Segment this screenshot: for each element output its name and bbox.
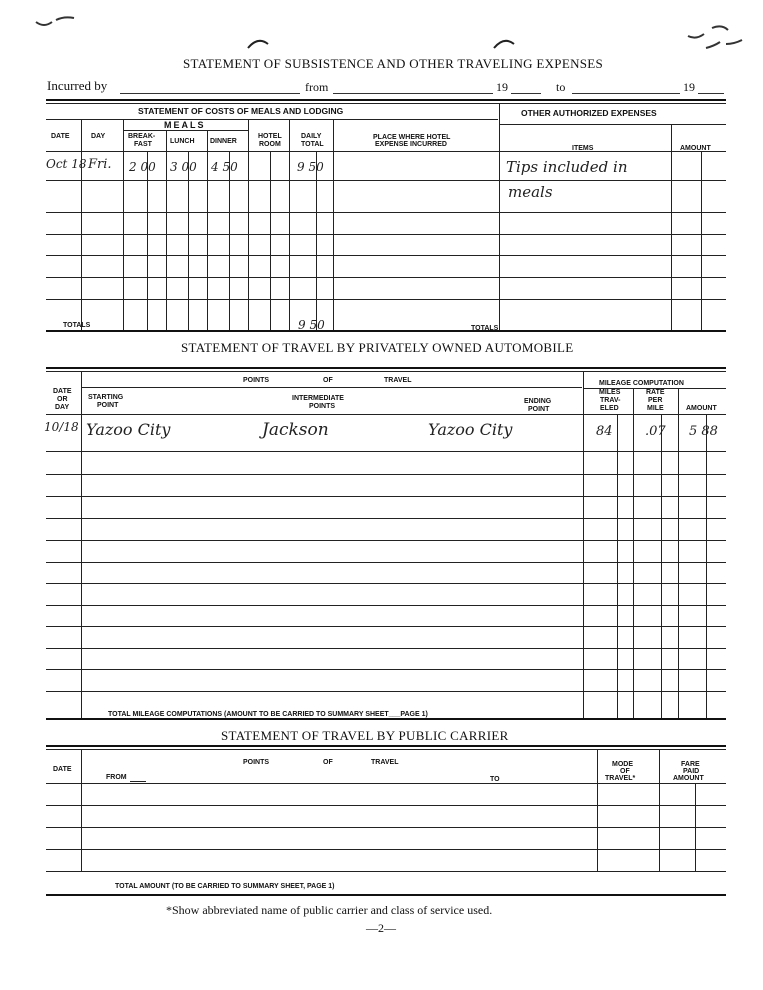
auto-col-starting-1: STARTING (88, 394, 124, 401)
col-breakfast-1: BREAK- (128, 133, 156, 140)
carrier-col-fare-2: PAID (683, 768, 700, 775)
auto-col-intermediate-2: POINTS (309, 403, 336, 410)
auto-entry-rate: .07 (645, 424, 666, 439)
auto-entry-ending: Yazoo City (428, 420, 513, 439)
meals-total-value: 9 50 (298, 318, 325, 332)
meals-section-header: STATEMENT OF COSTS OF MEALS AND LODGING (138, 106, 344, 116)
col-amount: AMOUNT (680, 145, 711, 152)
auto-points-2: OF (323, 377, 333, 384)
totals-left-label: TOTALS (63, 322, 91, 329)
carrier-points-2: OF (323, 759, 333, 766)
auto-col-amount: AMOUNT (686, 405, 717, 412)
auto-col-date-2: OR (57, 396, 68, 403)
auto-col-date-1: DATE (53, 388, 72, 395)
year1-label: 19 (496, 80, 508, 94)
col-day: DAY (91, 133, 106, 140)
col-date: DATE (51, 133, 70, 140)
col-place-1: PLACE WHERE HOTEL (373, 134, 451, 141)
auto-col-rate-1: RATE (646, 389, 665, 396)
totals-right-label: TOTALS (471, 325, 499, 332)
entry-breakfast: 2 00 (129, 160, 156, 174)
auto-entry-date: 10/18 (44, 420, 79, 434)
auto-col-miles-2: TRAV- (600, 397, 621, 404)
auto-points-1: POINTS (243, 377, 270, 384)
carrier-col-mode-3: TRAVEL* (605, 775, 636, 782)
carrier-to-label: TO (490, 776, 500, 783)
meals-col-header: MEALS (164, 120, 206, 130)
entry-day: Fri. (88, 157, 112, 172)
from-field[interactable] (333, 93, 493, 94)
col-lunch: LUNCH (170, 138, 195, 145)
carrier-col-date: DATE (53, 766, 72, 773)
carrier-points-1: POINTS (243, 759, 270, 766)
carrier-from-label: FROM (106, 774, 127, 781)
auto-entry-miles: 84 (596, 424, 613, 439)
incurred-by-field[interactable] (120, 93, 300, 94)
other-expenses-header: OTHER AUTHORIZED EXPENSES (521, 108, 657, 118)
col-dinner: DINNER (210, 138, 237, 145)
auto-entry-amount: 5 88 (689, 424, 718, 439)
auto-points-3: TRAVEL (384, 377, 412, 384)
carrier-col-fare-1: FARE (681, 761, 700, 768)
auto-col-ending-2: POINT (528, 406, 550, 413)
entry-date: Oct 18 (46, 157, 87, 171)
carrier-points-3: TRAVEL (371, 759, 399, 766)
col-place-2: EXPENSE INCURRED (375, 141, 447, 148)
col-hotel-1: HOTEL (258, 133, 282, 140)
page-number: —2— (366, 921, 396, 935)
entry-items-line2: meals (508, 183, 553, 201)
incurred-by-label: Incurred by (47, 78, 108, 93)
from-label: from (305, 80, 329, 94)
auto-section-title: STATEMENT OF TRAVEL BY PRIVATELY OWNED AUTOMOBILE (181, 340, 574, 355)
footnote: *Show abbreviated name of public carrier and class of service used. (166, 903, 493, 917)
auto-col-intermediate-1: INTERMEDIATE (292, 395, 344, 402)
entry-daily-total: 9 50 (297, 160, 324, 174)
year2-field[interactable] (698, 93, 724, 94)
auto-col-miles-3: ELED (600, 405, 619, 412)
auto-col-miles-1: MILES (599, 389, 621, 396)
col-breakfast-2: FAST (134, 141, 152, 148)
carrier-section-title: STATEMENT OF TRAVEL BY PUBLIC CARRIER (221, 728, 509, 743)
entry-items-line1: Tips included in (506, 158, 628, 176)
carrier-col-mode-2: OF (620, 768, 630, 775)
carrier-col-fare-3: AMOUNT (673, 775, 704, 782)
to-label: to (556, 80, 566, 94)
col-items: ITEMS (572, 145, 594, 152)
carrier-total-label: TOTAL AMOUNT (TO BE CARRIED TO SUMMARY SHEET, PAGE 1) (115, 883, 335, 890)
col-hotel-2: ROOM (259, 141, 281, 148)
entry-lunch: 3 00 (170, 160, 197, 174)
auto-total-label: TOTAL MILEAGE COMPUTATIONS (AMOUNT TO BE CARRIED TO SUMMARY SHEET___PAGE 1) (108, 711, 428, 718)
form-title: STATEMENT OF SUBSISTENCE AND OTHER TRAVELING EXPENSES (183, 56, 604, 71)
year1-field[interactable] (511, 93, 541, 94)
carrier-col-mode-1: MODE (612, 761, 633, 768)
auto-col-starting-2: POINT (97, 402, 119, 409)
col-daily-1: DAILY (301, 133, 322, 140)
entry-dinner: 4 50 (211, 160, 238, 174)
auto-col-rate-3: MILE (647, 405, 664, 412)
auto-entry-intermediate: Jackson (262, 420, 329, 440)
year2-label: 19 (683, 80, 695, 94)
col-daily-2: TOTAL (301, 141, 324, 148)
mileage-header: MILEAGE COMPUTATION (599, 380, 684, 387)
auto-col-date-3: DAY (55, 404, 70, 411)
to-field[interactable] (572, 93, 680, 94)
auto-col-rate-2: PER (648, 397, 663, 404)
auto-col-ending-1: ENDING (524, 398, 552, 405)
auto-entry-starting: Yazoo City (86, 420, 171, 439)
